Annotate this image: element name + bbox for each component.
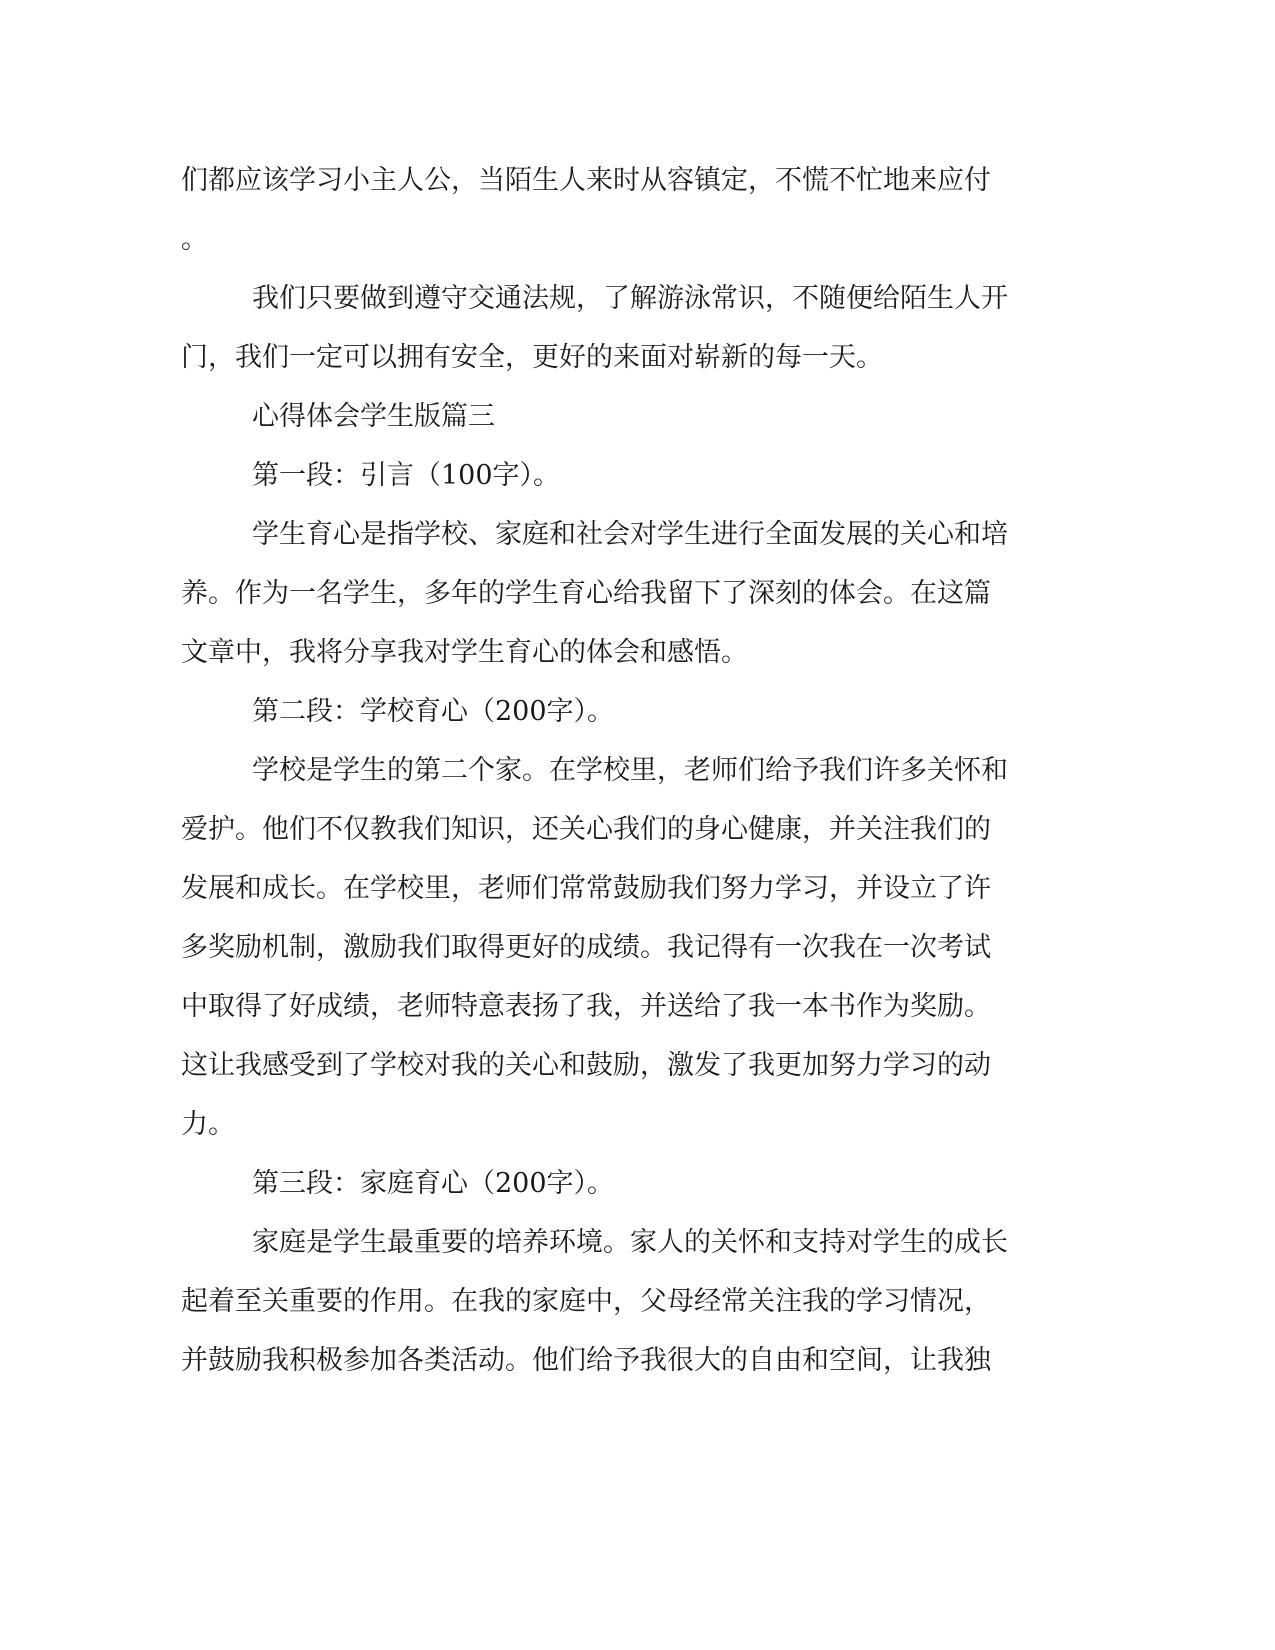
text-line: 。	[181, 224, 208, 255]
text-line: 发展和成长。在学校里，老师们常常鼓励我们努力学习，并设立了许	[181, 873, 991, 904]
text-line: 养。作为一名学生，多年的学生育心给我留下了深刻的体会。在这篇	[181, 578, 991, 609]
text-line: 文章中，我将分享我对学生育心的体会和感悟。	[181, 637, 748, 668]
text-line: 并鼓励我积极参加各类活动。他们给予我很大的自由和空间，让我独	[181, 1345, 991, 1376]
paragraph-heading: 第二段：学校育心（200字）。	[252, 696, 615, 727]
text-line: 我们只要做到遵守交通法规，了解游泳常识，不随便给陌生人开	[252, 283, 1008, 314]
text-line: 起着至关重要的作用。在我的家庭中，父母经常关注我的学习情况，	[181, 1286, 991, 1317]
text-line: 学生育心是指学校、家庭和社会对学生进行全面发展的关心和培	[252, 519, 1008, 550]
text-line: 爱护。他们不仅教我们知识，还关心我们的身心健康，并关注我们的	[181, 814, 991, 845]
text-line: 多奖励机制，激励我们取得更好的成绩。我记得有一次我在一次考试	[181, 932, 991, 963]
paragraph-heading: 第一段：引言（100字）。	[252, 460, 561, 491]
text-line: 门，我们一定可以拥有安全，更好的来面对崭新的每一天。	[181, 342, 883, 373]
text-line: 力。	[181, 1109, 235, 1140]
section-title: 心得体会学生版篇三	[252, 401, 495, 432]
text-line: 学校是学生的第二个家。在学校里，老师们给予我们许多关怀和	[252, 755, 1008, 786]
text-line: 这让我感受到了学校对我的关心和鼓励，激发了我更加努力学习的动	[181, 1050, 991, 1081]
text-line: 中取得了好成绩，老师特意表扬了我，并送给了我一本书作为奖励。	[181, 991, 991, 1022]
text-line: 家庭是学生最重要的培养环境。家人的关怀和支持对学生的成长	[252, 1227, 1008, 1258]
text-line: 们都应该学习小主人公，当陌生人来时从容镇定，不慌不忙地来应付	[181, 165, 991, 196]
paragraph-heading: 第三段：家庭育心（200字）。	[252, 1168, 615, 1199]
